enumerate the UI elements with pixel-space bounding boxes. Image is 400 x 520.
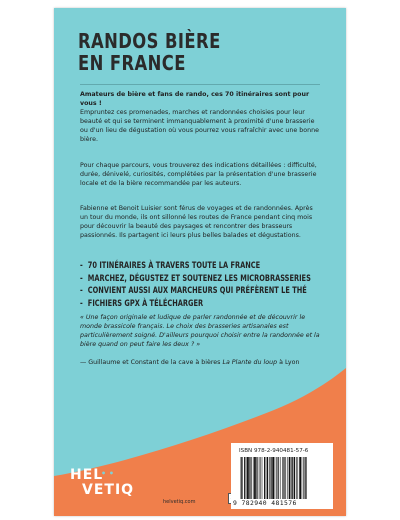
feature-item: - MARCHEZ, DÉGUSTEZ ET SOUTENEZ LES MICROBRASSERIES [80,273,311,284]
barcode-bar [272,457,274,499]
barcode-digits: 9 782940 481576 [233,499,297,507]
barcode-bar [285,457,286,499]
quote-attribution: — Guillaume et Constant de la cave à bières La Plante du loup à Lyon [80,359,300,366]
barcode-bar [287,457,288,499]
logo-line-2: VETIQ [82,482,135,498]
authors-paragraph: Fabienne et Benoit Luisier sont férus de voyages et de randonnées. Après un tour du monde, ils ont sillonné les routes de France pendant cinq mois pour découvrir la beauté des paysages et rencontrer des brasseurs passionnés. Ils partagent ici leurs plus belles balades et dégustations. [80,205,313,239]
barcode-bar [262,457,263,499]
description-paragraph-2: Pour chaque parcours, vous trouverez des indications détaillées : difficulté, durée, dénivelé, curiosités, complétées par la présentation d'une brasserie locale et de la bière recommandée par les auteurs. [80,162,317,187]
shop-name: La Plante du loup [222,359,278,366]
title-divider [80,84,320,85]
barcode-bar [278,457,279,499]
barcode-bar [244,457,245,499]
barcode-bar [302,457,303,499]
publisher-logo [70,467,135,507]
barcode-bar [280,457,281,499]
logo-dots: • • [101,469,115,478]
barcode-bar [303,457,304,499]
bullet-dash: - [80,286,83,297]
title-line-1: RANDOS BIÈRE [78,29,221,53]
barcode-bar [283,457,284,499]
barcode-bar [267,457,268,499]
feature-list [80,260,330,310]
barcode-bar [275,457,276,499]
book-back-cover [54,8,346,516]
barcode-bar [294,457,295,499]
description-paragraph-1: Empruntez ces promenades, marches et randonnées choisies pour leur beauté et qui se terminent immanquablement à proximité d'une brasserie ou d'un lieu de dégustation où vous pourrez vous rafraîchir avec une bonne bière. [80,109,319,143]
barcode-bar [251,457,252,499]
review-quote: « Une façon originale et ludique de parler randonnée et de découvrir le monde brassicole français. Le choix des brasseries artisanales est particulièrement soigné. D'ailleurs pourquoi choisir entre la randonnée et la bière quand on peut faire les deux ? » [80,314,320,348]
barcode-bar [246,457,247,499]
publisher-website: helvetiq.com [163,499,196,505]
barcode-bar [264,457,265,499]
barcode-image [240,457,328,499]
barcode-bar [253,457,254,499]
barcode-bar [254,457,256,499]
barcode-bar [249,457,250,499]
barcode-bar [242,457,243,499]
barcode-bar [289,457,291,499]
logo-line-1: HEL [70,467,104,483]
barcode-bar [276,457,277,499]
barcode-bar [297,457,298,499]
isbn-label: ISBN 978-2-940481-57-6 [239,448,309,454]
bullet-dash: - [80,298,83,309]
title-line-2: EN FRANCE [78,51,186,75]
barcode-bar [256,457,257,499]
barcode-bar [299,457,301,499]
barcode-panel [231,443,333,509]
feature-item: - 70 ITINÉRAIRES À TRAVERS TOUTE LA FRANCE [80,261,261,271]
barcode-bar [266,457,267,499]
book-title [78,30,283,74]
barcode-bar [241,457,242,499]
barcode-bar [292,457,293,499]
intro-text: Amateurs de bière et fans de rando, ces 70 itinéraires sont pour vous ! [80,91,310,107]
barcode-bar [260,457,261,499]
barcode-bar [306,457,307,499]
feature-item: - CONVIENT AUSSI AUX MARCHEURS QUI PRÉFÈRENT LE THÉ [80,286,307,297]
feature-item: - FICHIERS GPX À TÉLÉCHARGER [80,298,204,309]
barcode-bar [296,457,297,499]
barcode-bar [269,457,270,499]
barcode-bar [259,457,260,499]
barcode-bar [247,457,249,499]
barcode-bar [271,457,272,499]
barcode-bar [282,457,283,499]
barcode-bar [291,457,292,499]
bullet-dash: - [80,261,83,271]
bullet-dash: - [80,273,83,284]
barcode-bar [305,457,306,499]
